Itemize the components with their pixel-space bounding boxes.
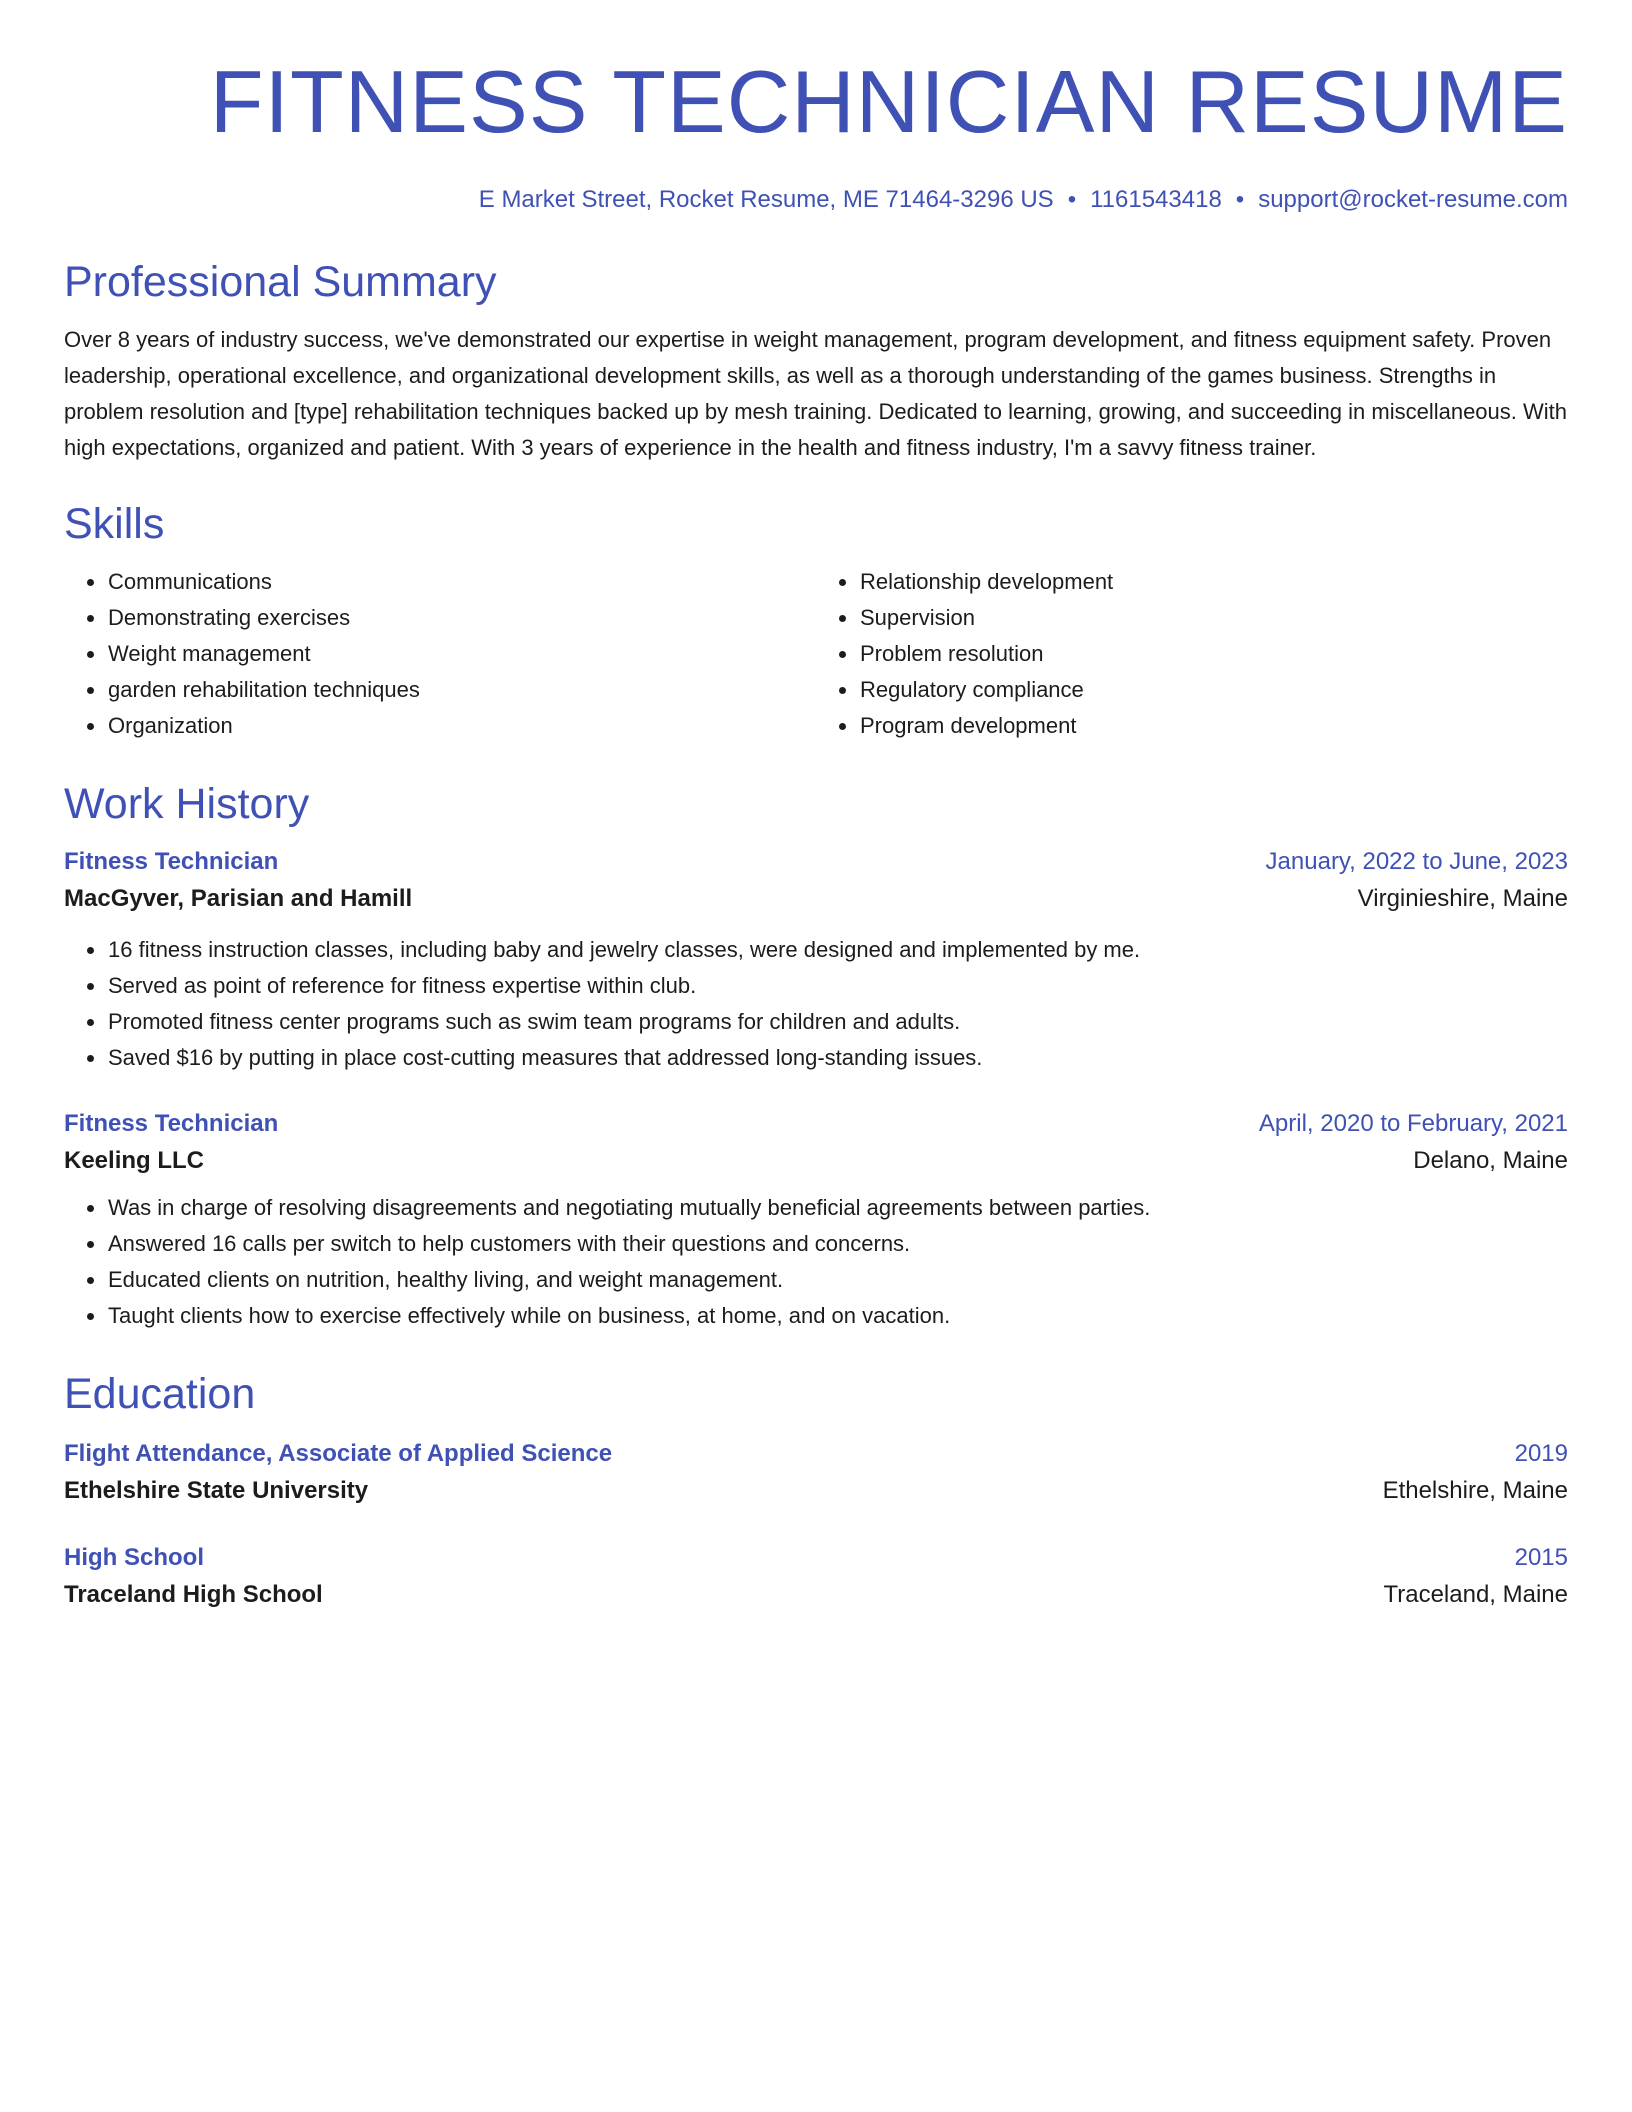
job-location: Delano, Maine	[1413, 1147, 1568, 1174]
skill-item: • Organization	[107, 708, 816, 744]
education-school: Ethelshire State University	[64, 1477, 369, 1504]
job-location: Virginieshire, Maine	[1357, 885, 1568, 912]
job-company: Keeling LLC	[64, 1147, 205, 1174]
job-title-row	[64, 844, 1568, 880]
job-bullet: • Taught clients how to exercise effectively while on business, at home, and on vacation.	[107, 1298, 1568, 1334]
job-bullets	[64, 1190, 1568, 1334]
job-entry	[64, 1106, 1568, 1334]
summary-text: Over 8 years of industry success, we've demonstrated our expertise in weight management, program development, and fitness equipment safety. Proven leadership, operational excellence, and organizational development skills, as well as a thorough understanding of the games business. Strengths in problem resolution and [type] rehabilitation techniques backed up by mesh training. Dedicated to learning, growing, and succeeding in miscellaneous. With high expectations, organized and patient. With 3 years of experience in the health and fitness industry, I'm a savvy fitness trainer.	[64, 327, 1567, 460]
job-bullet: • Served as point of reference for fitness expertise within club.	[107, 968, 1568, 1004]
education-entry	[64, 1436, 1568, 1510]
contact-separator: •	[1067, 186, 1077, 213]
job-company: MacGyver, Parisian and Hamill	[64, 885, 413, 912]
job-bullet: • Promoted fitness center programs such as swim team programs for children and adults.	[107, 1004, 1568, 1040]
job-bullets	[64, 932, 1568, 1076]
skill-item: • Program development	[859, 708, 1568, 744]
education-school-row	[64, 1576, 1568, 1614]
education-degree-row	[64, 1540, 1568, 1576]
job-entry	[64, 844, 1568, 1076]
skill-item: • garden rehabilitation techniques	[107, 672, 816, 708]
job-company-row	[64, 1142, 1568, 1180]
education-location: Traceland, Maine	[1383, 1581, 1568, 1608]
job-bullet: • 16 fitness instruction classes, including baby and jewelry classes, were designed and implemented by me.	[107, 932, 1568, 968]
education-degree-row	[64, 1436, 1568, 1472]
job-bullet: • Answered 16 calls per switch to help customers with their questions and concerns.	[107, 1226, 1568, 1262]
education-year: 2015	[1514, 1544, 1568, 1571]
education-section	[64, 1366, 1568, 1614]
work-history-heading: Work History	[64, 780, 310, 828]
job-bullet: • Educated clients on nutrition, healthy living, and weight management.	[107, 1262, 1568, 1298]
education-degree: Flight Attendance, Associate of Applied Science	[64, 1440, 613, 1467]
skills-heading: Skills	[64, 500, 165, 548]
education-location: Ethelshire, Maine	[1382, 1477, 1568, 1504]
job-dates: April, 2020 to February, 2021	[1258, 1110, 1568, 1137]
education-heading: Education	[64, 1370, 256, 1418]
skills-column-right	[816, 564, 1568, 744]
contact-address: E Market Street, Rocket Resume, ME 71464-3296 US	[478, 186, 1054, 213]
contact-separator: •	[1235, 186, 1245, 213]
work-history-section	[64, 776, 1568, 1334]
skill-item: • Regulatory compliance	[859, 672, 1568, 708]
skill-item: • Demonstrating exercises	[107, 600, 816, 636]
education-school: Traceland High School	[64, 1581, 323, 1608]
education-entry	[64, 1540, 1568, 1614]
job-role: Fitness Technician	[64, 1110, 279, 1137]
education-year: 2019	[1514, 1440, 1568, 1467]
job-role: Fitness Technician	[64, 848, 279, 875]
skill-item: • Communications	[107, 564, 816, 600]
skills-grid	[64, 564, 1568, 744]
skills-column-left	[64, 564, 816, 744]
skill-item: • Problem resolution	[859, 636, 1568, 672]
job-bullet: • Was in charge of resolving disagreements and negotiating mutually beneficial agreements between parties.	[107, 1190, 1568, 1226]
skill-item: • Relationship development	[859, 564, 1568, 600]
skill-item: • Weight management	[107, 636, 816, 672]
contact-email: support@rocket-resume.com	[1258, 186, 1568, 213]
summary-heading: Professional Summary	[64, 258, 497, 306]
contact-line	[64, 184, 1568, 216]
contact-phone: 1161543418	[1090, 186, 1222, 213]
job-dates: January, 2022 to June, 2023	[1265, 848, 1568, 875]
education-degree: High School	[64, 1544, 204, 1571]
job-company-row	[64, 880, 1568, 918]
page-title: FITNESS TECHNICIAN RESUME	[209, 52, 1568, 151]
resume-header	[64, 52, 1568, 216]
skills-section	[64, 496, 1568, 744]
skill-item: • Supervision	[859, 600, 1568, 636]
education-school-row	[64, 1472, 1568, 1510]
job-bullet: • Saved $16 by putting in place cost-cutting measures that addressed long-standing issues.	[107, 1040, 1568, 1076]
summary-section	[64, 254, 1568, 466]
job-title-row	[64, 1106, 1568, 1142]
